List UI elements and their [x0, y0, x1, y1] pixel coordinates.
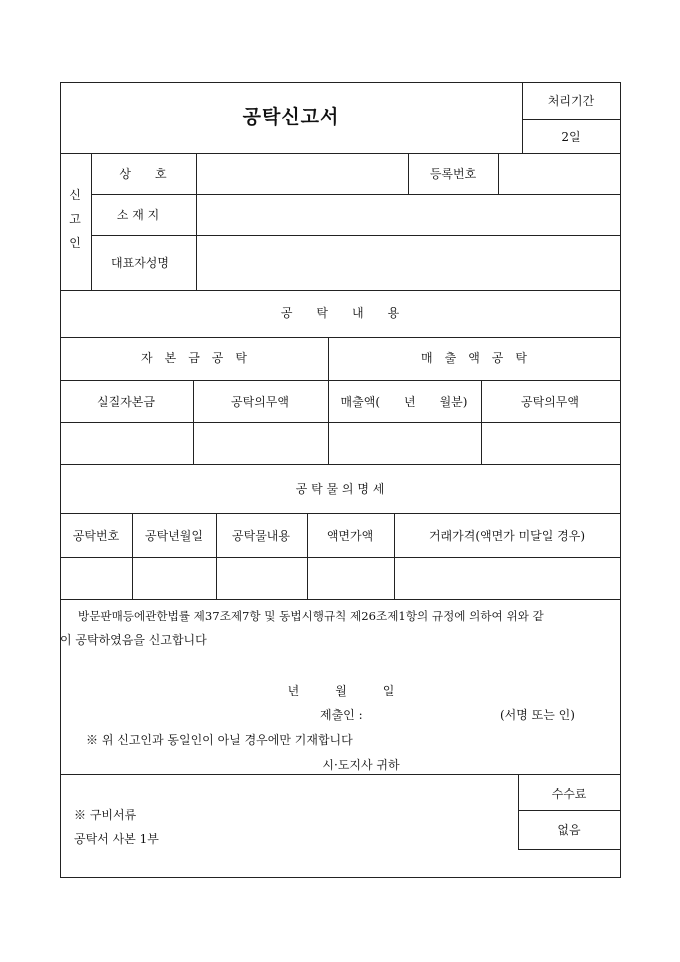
- representative-label: 대표자성명: [111, 256, 169, 270]
- items-title-bottom: [60, 513, 621, 514]
- representative-field[interactable]: [204, 256, 614, 270]
- applicant-field-divider: [196, 153, 197, 291]
- outer-right-border: [620, 82, 621, 878]
- fee-divider: [518, 810, 621, 811]
- items-col-divider-2: [216, 513, 217, 600]
- applicant-label-char-2: 고: [69, 212, 81, 226]
- fee-label: 수수료: [551, 787, 587, 801]
- applicant-label-char-3: 인: [69, 236, 81, 250]
- deposit-contents-field[interactable]: [222, 571, 300, 585]
- applicant-row-divider-1: [91, 194, 621, 195]
- col-deposit-number: 공탁번호: [72, 529, 120, 543]
- deposit-col-divider-1: [193, 380, 194, 465]
- deposit-row-bottom: [60, 464, 621, 465]
- deposit-sub-bottom: [60, 380, 621, 381]
- transaction-price-field[interactable]: [400, 571, 614, 585]
- trade-name-field[interactable]: [204, 167, 402, 181]
- recipient-line: 시·도지사 귀하: [322, 758, 400, 772]
- location-field[interactable]: [204, 208, 614, 222]
- face-value-field[interactable]: [313, 571, 388, 585]
- applicant-note: ※ 위 신고인과 동일인이 아닐 경우에만 기재합니다: [86, 733, 353, 747]
- items-col-divider-4: [394, 513, 395, 600]
- deposit-title-bottom: [60, 337, 621, 338]
- fee-value: 없음: [557, 823, 581, 837]
- deposit-middle-divider: [328, 337, 329, 465]
- deposit-section-title: 공 탁 내 용: [280, 306, 400, 320]
- declaration-line-1: 방문판매등에관한법률 제37조제7항 및 동법시행규칙 제26조제1항의 규정에 의하여 위와 같: [78, 609, 544, 623]
- regno-left-divider: [408, 153, 409, 195]
- col-obligation-amount-2: 공탁의무액: [521, 395, 579, 409]
- required-docs-label: ※ 구비서류: [74, 808, 137, 822]
- processing-period-label: 처리기간: [547, 94, 595, 108]
- col-transaction-price: 거래가격(액면가 미달일 경우): [428, 529, 586, 543]
- sales-deposit-title: 매 출 액 공 탁: [421, 351, 527, 365]
- trade-name-label: 상 호: [119, 167, 167, 181]
- deposit-date-field[interactable]: [138, 571, 210, 585]
- applicant-label-divider: [91, 153, 92, 291]
- fee-value-bottom: [518, 849, 621, 850]
- items-col-divider-3: [307, 513, 308, 600]
- registration-number-field[interactable]: [504, 167, 614, 181]
- regno-right-divider: [498, 153, 499, 195]
- fee-left-border: [518, 774, 519, 850]
- processing-left-border: [522, 82, 523, 154]
- required-docs-value: 공탁서 사본 1부: [74, 832, 159, 846]
- col-deposit-date: 공탁년월일: [145, 529, 203, 543]
- signature-label: (서명 또는 인): [500, 708, 575, 722]
- items-row-bottom: [60, 599, 621, 600]
- outer-left-border: [60, 82, 61, 878]
- paid-capital-field[interactable]: [66, 436, 186, 450]
- col-deposit-contents: 공탁물내용: [232, 529, 290, 543]
- location-label: 소 재 지: [116, 208, 160, 222]
- declaration-bottom: [60, 774, 621, 775]
- col-sales-amount: 매출액( 년 월분): [340, 395, 468, 409]
- obligation-amount-2-field[interactable]: [488, 436, 614, 450]
- applicant-row-divider-2: [91, 235, 621, 236]
- declaration-line-2: 이 공탁하였음을 신고합니다: [60, 633, 207, 647]
- header-bottom-border: [60, 153, 621, 154]
- deposit-col-divider-3: [481, 380, 482, 465]
- applicant-label-char-1: 신: [69, 188, 81, 202]
- form-title: 공탁신고서: [242, 106, 340, 128]
- deposit-header-bottom: [60, 422, 621, 423]
- submitter-label: 제출인 :: [320, 708, 363, 722]
- items-col-divider-1: [132, 513, 133, 600]
- outer-top-border: [60, 82, 621, 83]
- items-header-bottom: [60, 557, 621, 558]
- items-section-title: 공 탁 물 의 명 세: [295, 482, 385, 496]
- capital-deposit-title: 자 본 금 공 탁: [141, 351, 247, 365]
- registration-number-label: 등록번호: [429, 167, 477, 181]
- processing-divider: [522, 119, 621, 120]
- sales-amount-field[interactable]: [335, 436, 475, 450]
- obligation-amount-1-field[interactable]: [200, 436, 320, 450]
- applicant-bottom-border: [60, 290, 621, 291]
- processing-period-value: 2일: [561, 130, 581, 144]
- outer-bottom-border: [60, 877, 621, 878]
- col-obligation-amount-1: 공탁의무액: [231, 395, 289, 409]
- col-paid-capital: 실질자본금: [97, 395, 155, 409]
- deposit-number-field[interactable]: [66, 571, 126, 585]
- col-face-value: 액면가액: [326, 529, 374, 543]
- declaration-date: 년 월 일: [287, 684, 395, 698]
